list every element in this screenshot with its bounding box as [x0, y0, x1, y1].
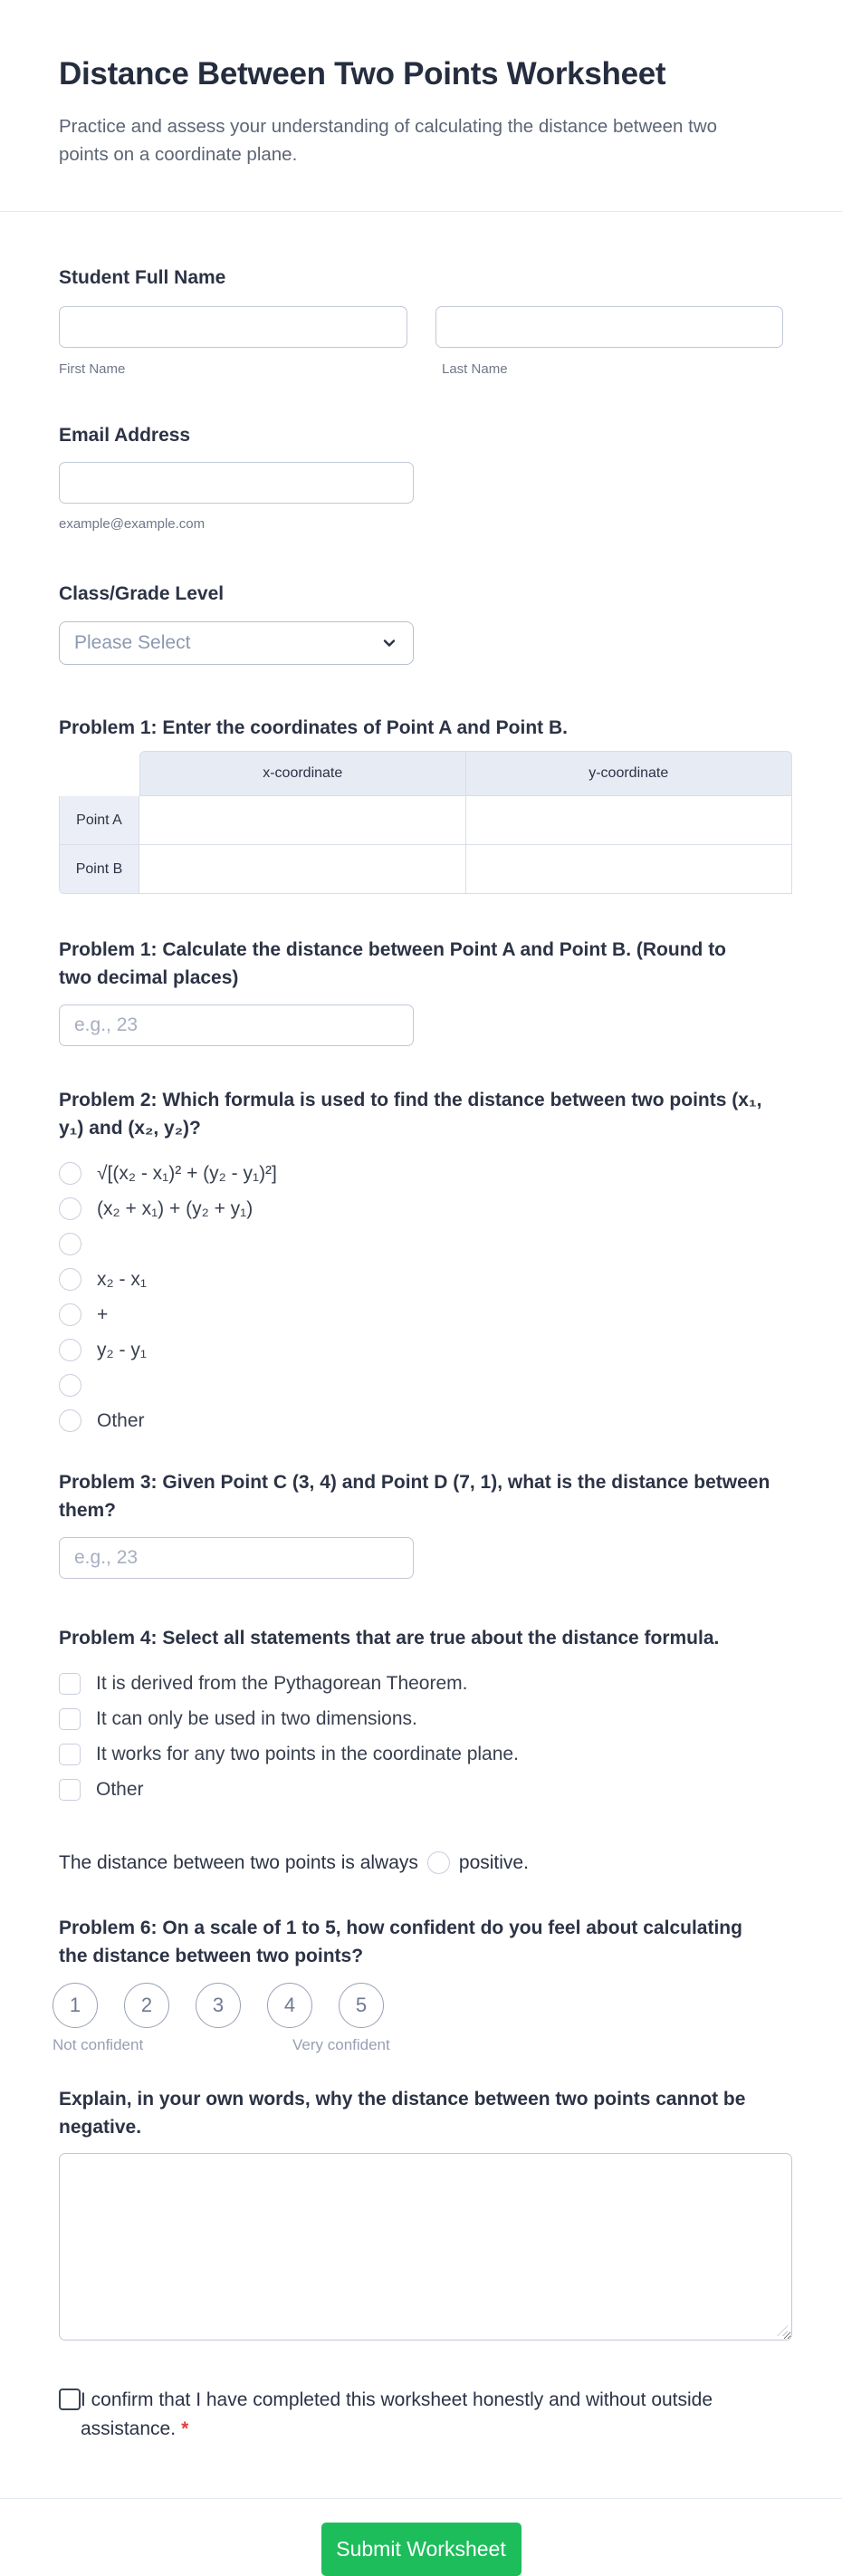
p3-input[interactable]: [59, 1537, 414, 1579]
confirm-checkbox-row[interactable]: [59, 2386, 783, 2444]
page-subtitle: Practice and assess your understanding of calculating the distance between two points on a coordinate plane.: [59, 116, 718, 165]
radio-icon: [59, 1303, 81, 1326]
p2-option-3[interactable]: [59, 1268, 783, 1291]
radio-icon: [59, 1374, 81, 1397]
form-body: [0, 264, 842, 2444]
confirm-label: I confirm that I have completed this worksheet honestly and without outside assistance.: [81, 2389, 713, 2439]
explain-label: Explain, in your own words, why the distance between two points cannot be negative.: [59, 2089, 746, 2138]
table-cell-point-a-y[interactable]: [466, 796, 793, 845]
table-colheader-x: x-coordinate: [139, 751, 466, 796]
p2-options: [59, 1162, 783, 1432]
table-cell-point-b-x[interactable]: [139, 845, 466, 894]
p2-option-label: (x₂ + x₁) + (y₂ + y₁): [97, 1197, 254, 1219]
p2-option-1[interactable]: [59, 1197, 783, 1220]
p2-option-label: y₂ - y₁: [97, 1339, 147, 1360]
grade-label: Class/Grade Level: [59, 583, 225, 604]
form-header: [0, 0, 842, 168]
table-rowheader-point-a: Point A: [59, 796, 139, 845]
question-email: [59, 421, 783, 532]
required-asterisk: *: [181, 2418, 189, 2439]
p1-table-label: Problem 1: Enter the coordinates of Point A and Point B.: [59, 717, 568, 738]
full-name-label: Student Full Name: [59, 267, 226, 288]
p1-calc-label: Problem 1: Calculate the distance between Point A and Point B. (Round to two decimal places): [59, 939, 727, 988]
p3-label: Problem 3: Given Point C (3, 4) and Point D (7, 1), what is the distance between them?: [59, 1472, 770, 1521]
question-p4: [59, 1624, 783, 1801]
chevron-down-icon: [380, 634, 398, 652]
scale-option-1[interactable]: 1: [53, 1983, 98, 2028]
explain-textarea[interactable]: [59, 2153, 792, 2341]
p2-option-7[interactable]: [59, 1409, 783, 1432]
submit-area: [0, 2523, 842, 2576]
p2-option-label: x₂ - x₁: [97, 1268, 147, 1290]
full-name-inputs: [59, 306, 783, 348]
p2-label: Problem 2: Which formula is used to find the distance between two points (x₁, y₁) and (x₂, y₂)?: [59, 1090, 762, 1139]
confirm-text: [48, 2386, 732, 2444]
table-corner-cell: [59, 751, 139, 796]
table-colheader-y: y-coordinate: [466, 751, 793, 796]
question-p1-table: [59, 714, 783, 894]
header-divider: [0, 211, 842, 212]
email-label: Email Address: [59, 425, 191, 446]
p4-option-label: It works for any two points in the coordinate plane.: [96, 1743, 519, 1764]
first-name-input[interactable]: [59, 306, 407, 348]
scale-right-label: Very confident: [292, 2036, 390, 2053]
checkbox-icon: [59, 1779, 81, 1801]
p6-scale: [53, 1983, 783, 2028]
question-explain: [59, 2085, 783, 2341]
table-rowheader-point-b: Point B: [59, 845, 139, 894]
question-p5: [59, 1851, 783, 1874]
scale-left-label: Not confident: [53, 2036, 144, 2053]
page-title: Distance Between Two Points Worksheet: [59, 56, 666, 91]
p4-option-2[interactable]: [59, 1743, 783, 1765]
first-name-sublabel: First Name: [59, 361, 126, 377]
p4-options: [59, 1672, 783, 1801]
p5-text-after: positive.: [458, 1851, 529, 1873]
footer-divider: [0, 2498, 842, 2499]
last-name-input[interactable]: [435, 306, 784, 348]
scale-option-5[interactable]: 5: [339, 1983, 384, 2028]
p5-text-before: The distance between two points is always: [59, 1851, 418, 1873]
email-field[interactable]: [59, 462, 414, 504]
p2-option-label: Other: [97, 1409, 145, 1431]
p4-option-label: It can only be used in two dimensions.: [96, 1707, 417, 1729]
table-cell-point-b-y[interactable]: [466, 845, 793, 894]
p2-option-5[interactable]: [59, 1339, 783, 1361]
p6-scale-labels: [53, 2036, 783, 2056]
checkbox-icon: [59, 1673, 81, 1695]
question-full-name: [59, 264, 783, 377]
email-sublabel: example@example.com: [59, 516, 206, 532]
radio-icon: [59, 1409, 81, 1432]
question-p3: [59, 1468, 783, 1579]
radio-icon: [59, 1339, 81, 1361]
p4-option-0[interactable]: [59, 1672, 783, 1695]
table-cell-point-a-x[interactable]: [139, 796, 466, 845]
coordinates-table: [59, 751, 792, 894]
scale-option-4[interactable]: 4: [267, 1983, 312, 2028]
checkbox-icon: [59, 1744, 81, 1765]
question-p2: [59, 1086, 783, 1432]
full-name-sublabels: [59, 361, 783, 377]
p4-option-label: Other: [96, 1778, 144, 1800]
grade-select-placeholder: Please Select: [74, 632, 191, 653]
radio-icon: [59, 1197, 81, 1220]
radio-icon: [59, 1268, 81, 1291]
p4-label: Problem 4: Select all statements that are true about the distance formula.: [59, 1628, 720, 1648]
checkbox-icon: [59, 1708, 81, 1730]
last-name-sublabel: Last Name: [442, 361, 508, 377]
scale-option-3[interactable]: 3: [196, 1983, 241, 2028]
p2-option-label: +: [97, 1303, 109, 1325]
p1-calc-input[interactable]: [59, 1004, 414, 1046]
question-p1-calc: [59, 936, 783, 1046]
radio-icon: [59, 1162, 81, 1185]
p6-label: Problem 6: On a scale of 1 to 5, how confident do you feel about calculating the distance between two points?: [59, 1918, 742, 1966]
explain-textarea-wrap: [59, 2153, 792, 2341]
submit-button[interactable]: Submit Worksheet: [321, 2523, 521, 2576]
question-grade: [59, 580, 783, 665]
p2-option-6[interactable]: [59, 1374, 783, 1397]
p4-option-3[interactable]: [59, 1778, 783, 1801]
question-p6: [53, 1914, 783, 2056]
p2-option-2[interactable]: [59, 1233, 783, 1255]
p2-option-label: √[(x₂ - x₁)² + (y₂ - y₁)²]: [97, 1162, 277, 1184]
p4-option-1[interactable]: [59, 1707, 783, 1730]
p2-option-0[interactable]: [59, 1162, 783, 1185]
p4-option-label: It is derived from the Pythagorean Theorem.: [96, 1672, 468, 1694]
scale-option-2[interactable]: 2: [124, 1983, 169, 2028]
grade-select[interactable]: [59, 621, 414, 665]
p5-radio[interactable]: [427, 1851, 450, 1874]
radio-icon: [59, 1233, 81, 1255]
p2-option-4[interactable]: [59, 1303, 783, 1326]
